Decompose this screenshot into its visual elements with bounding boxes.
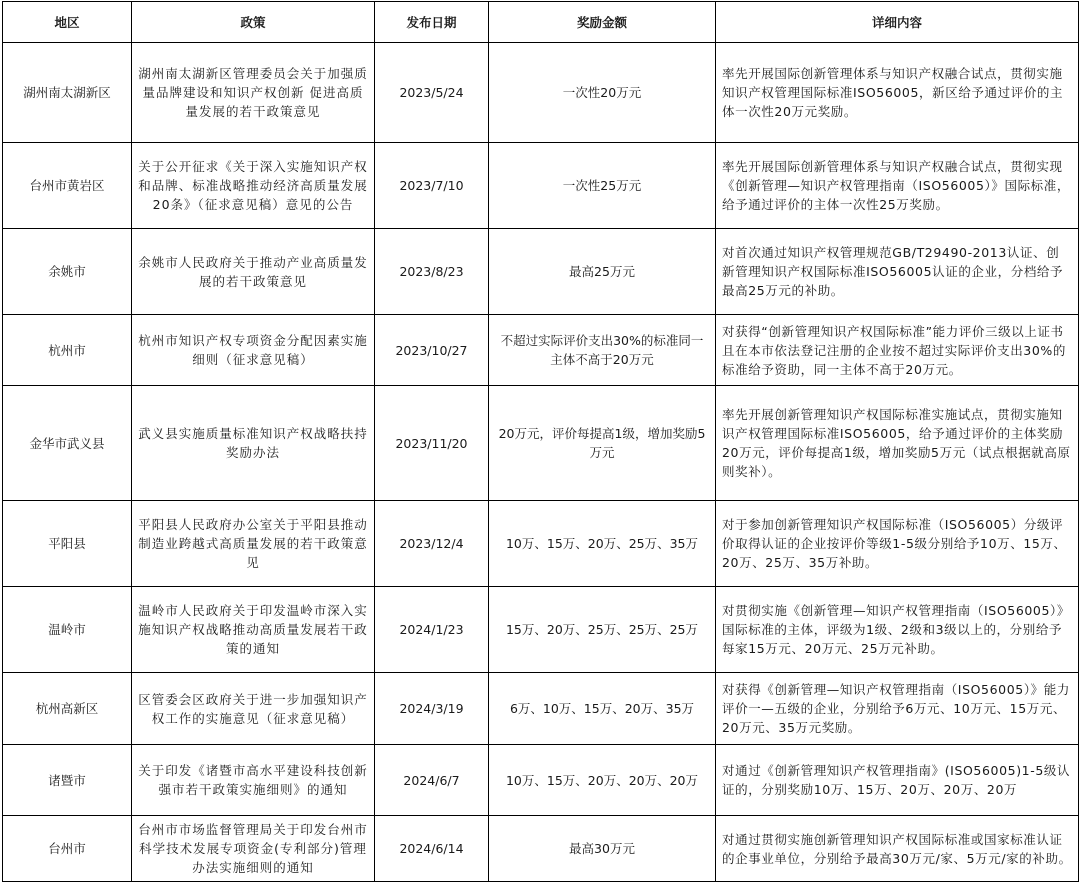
cell-date: 2023/8/23 (375, 229, 489, 315)
cell-date: 2023/12/4 (375, 501, 489, 587)
cell-region: 湖州南太湖新区 (3, 43, 132, 143)
cell-date: 2023/10/27 (375, 315, 489, 386)
cell-detail: 对通过《创新管理知识产权管理指南》(ISO56005)1-5级认证的，分别奖励10万、15万、20万、20万、20万 (716, 745, 1079, 816)
cell-policy: 湖州南太湖新区管理委员会关于加强质量品牌建设和知识产权创新 促进高质量发展的若干政策意见 (132, 43, 375, 143)
table-row (3, 43, 1079, 143)
cell-amount: 10万、15万、20万、25万、35万 (489, 501, 716, 587)
cell-amount: 15万、20万、25万、25万、25万 (489, 587, 716, 673)
cell-detail: 对首次通过知识产权管理规范GB/T29490-2013认证、创新管理知识产权国际标准ISO56005认证的企业，分档给予最高25万元的补助。 (716, 229, 1079, 315)
table-header-row (3, 2, 1079, 43)
header-policy: 政策 (132, 2, 375, 43)
cell-date: 2024/3/19 (375, 673, 489, 745)
cell-policy: 平阳县人民政府办公室关于平阳县推动制造业跨越式高质量发展的若干政策意见 (132, 501, 375, 587)
cell-amount: 不超过实际评价支出30%的标准同一主体不高于20万元 (489, 315, 716, 386)
cell-region: 平阳县 (3, 501, 132, 587)
cell-policy: 温岭市人民政府关于印发温岭市深入实施知识产权战略推动高质量发展若干政策的通知 (132, 587, 375, 673)
cell-amount: 最高30万元 (489, 816, 716, 882)
cell-region: 金华市武义县 (3, 386, 132, 501)
table-row (3, 229, 1079, 315)
cell-detail: 率先开展国际创新管理体系与知识产权融合试点，贯彻实施知识产权管理国际标准ISO56005，新区给予通过评价的主体一次性20万元奖励。 (716, 43, 1079, 143)
table-row (3, 673, 1079, 745)
cell-detail: 率先开展创新管理知识产权国际标准实施试点，贯彻实施知识产权管理国际标准ISO56005，给予通过评价的主体奖励20万元，评价每提高1级，增加奖励5万元（试点根据就高原则奖补）。 (716, 386, 1079, 501)
cell-date: 2023/7/10 (375, 143, 489, 229)
cell-region: 诸暨市 (3, 745, 132, 816)
cell-region: 台州市 (3, 816, 132, 882)
cell-policy: 关于公开征求《关于深入实施知识产权和品牌、标准战略推动经济高质量发展20条》（征求意见稿）意见的公告 (132, 143, 375, 229)
table-row (3, 315, 1079, 386)
cell-detail: 对通过贯彻实施创新管理知识产权国际标准或国家标准认证的企事业单位，分别给予最高30万元/家、5万元/家的补助。 (716, 816, 1079, 882)
cell-policy: 台州市市场监督管理局关于印发台州市科学技术发展专项资金(专利部分)管理办法实施细则的通知 (132, 816, 375, 882)
cell-detail: 率先开展国际创新管理体系与知识产权融合试点，贯彻实现《创新管理—知识产权管理指南（ISO56005）》国际标准，给予通过评价的主体一次性25万奖励。 (716, 143, 1079, 229)
cell-policy: 武义县实施质量标准知识产权战略扶持奖励办法 (132, 386, 375, 501)
header-detail: 详细内容 (716, 2, 1079, 43)
cell-amount: 10万、15万、20万、20万、20万 (489, 745, 716, 816)
cell-region: 温岭市 (3, 587, 132, 673)
cell-policy: 区管委会区政府关于进一步加强知识产权工作的实施意见（征求意见稿） (132, 673, 375, 745)
cell-region: 杭州高新区 (3, 673, 132, 745)
table-row (3, 745, 1079, 816)
cell-region: 台州市黄岩区 (3, 143, 132, 229)
cell-detail: 对获得“创新管理知识产权国际标准”能力评价三级以上证书且在本市依法登记注册的企业按不超过实际评价支出30%的标准给予资助，同一主体不高于20万元。 (716, 315, 1079, 386)
cell-amount: 一次性25万元 (489, 143, 716, 229)
cell-policy: 杭州市知识产权专项资金分配因素实施细则（征求意见稿） (132, 315, 375, 386)
header-region: 地区 (3, 2, 132, 43)
cell-amount: 6万、10万、15万、20万、35万 (489, 673, 716, 745)
cell-policy: 余姚市人民政府关于推动产业高质量发展的若干政策意见 (132, 229, 375, 315)
cell-date: 2023/11/20 (375, 386, 489, 501)
cell-amount: 20万元，评价每提高1级，增加奖励5万元 (489, 386, 716, 501)
cell-amount: 最高25万元 (489, 229, 716, 315)
table-row (3, 386, 1079, 501)
cell-region: 余姚市 (3, 229, 132, 315)
cell-date: 2024/1/23 (375, 587, 489, 673)
cell-detail: 对获得《创新管理—知识产权管理指南（ISO56005）》能力评价一—五级的企业，分别给予6万元、10万元、15万元、20万元、35万元奖励。 (716, 673, 1079, 745)
cell-amount: 一次性20万元 (489, 43, 716, 143)
table-row (3, 143, 1079, 229)
cell-detail: 对于参加创新管理知识产权国际标准（ISO56005）分级评价取得认证的企业按评价等级1-5级分别给予10万、15万、20万、25万、35万补助。 (716, 501, 1079, 587)
table-row (3, 816, 1079, 882)
header-amount: 奖励金额 (489, 2, 716, 43)
cell-date: 2024/6/7 (375, 745, 489, 816)
policy-table (2, 1, 1079, 882)
cell-detail: 对贯彻实施《创新管理—知识产权管理指南（ISO56005）》国际标准的主体，评级为1级、2级和3级以上的，分别给予每家15万元、20万元、25万元补助。 (716, 587, 1079, 673)
cell-policy: 关于印发《诸暨市高水平建设科技创新强市若干政策实施细则》的通知 (132, 745, 375, 816)
table-row (3, 501, 1079, 587)
cell-date: 2023/5/24 (375, 43, 489, 143)
table-row (3, 587, 1079, 673)
header-date: 发布日期 (375, 2, 489, 43)
cell-region: 杭州市 (3, 315, 132, 386)
cell-date: 2024/6/14 (375, 816, 489, 882)
